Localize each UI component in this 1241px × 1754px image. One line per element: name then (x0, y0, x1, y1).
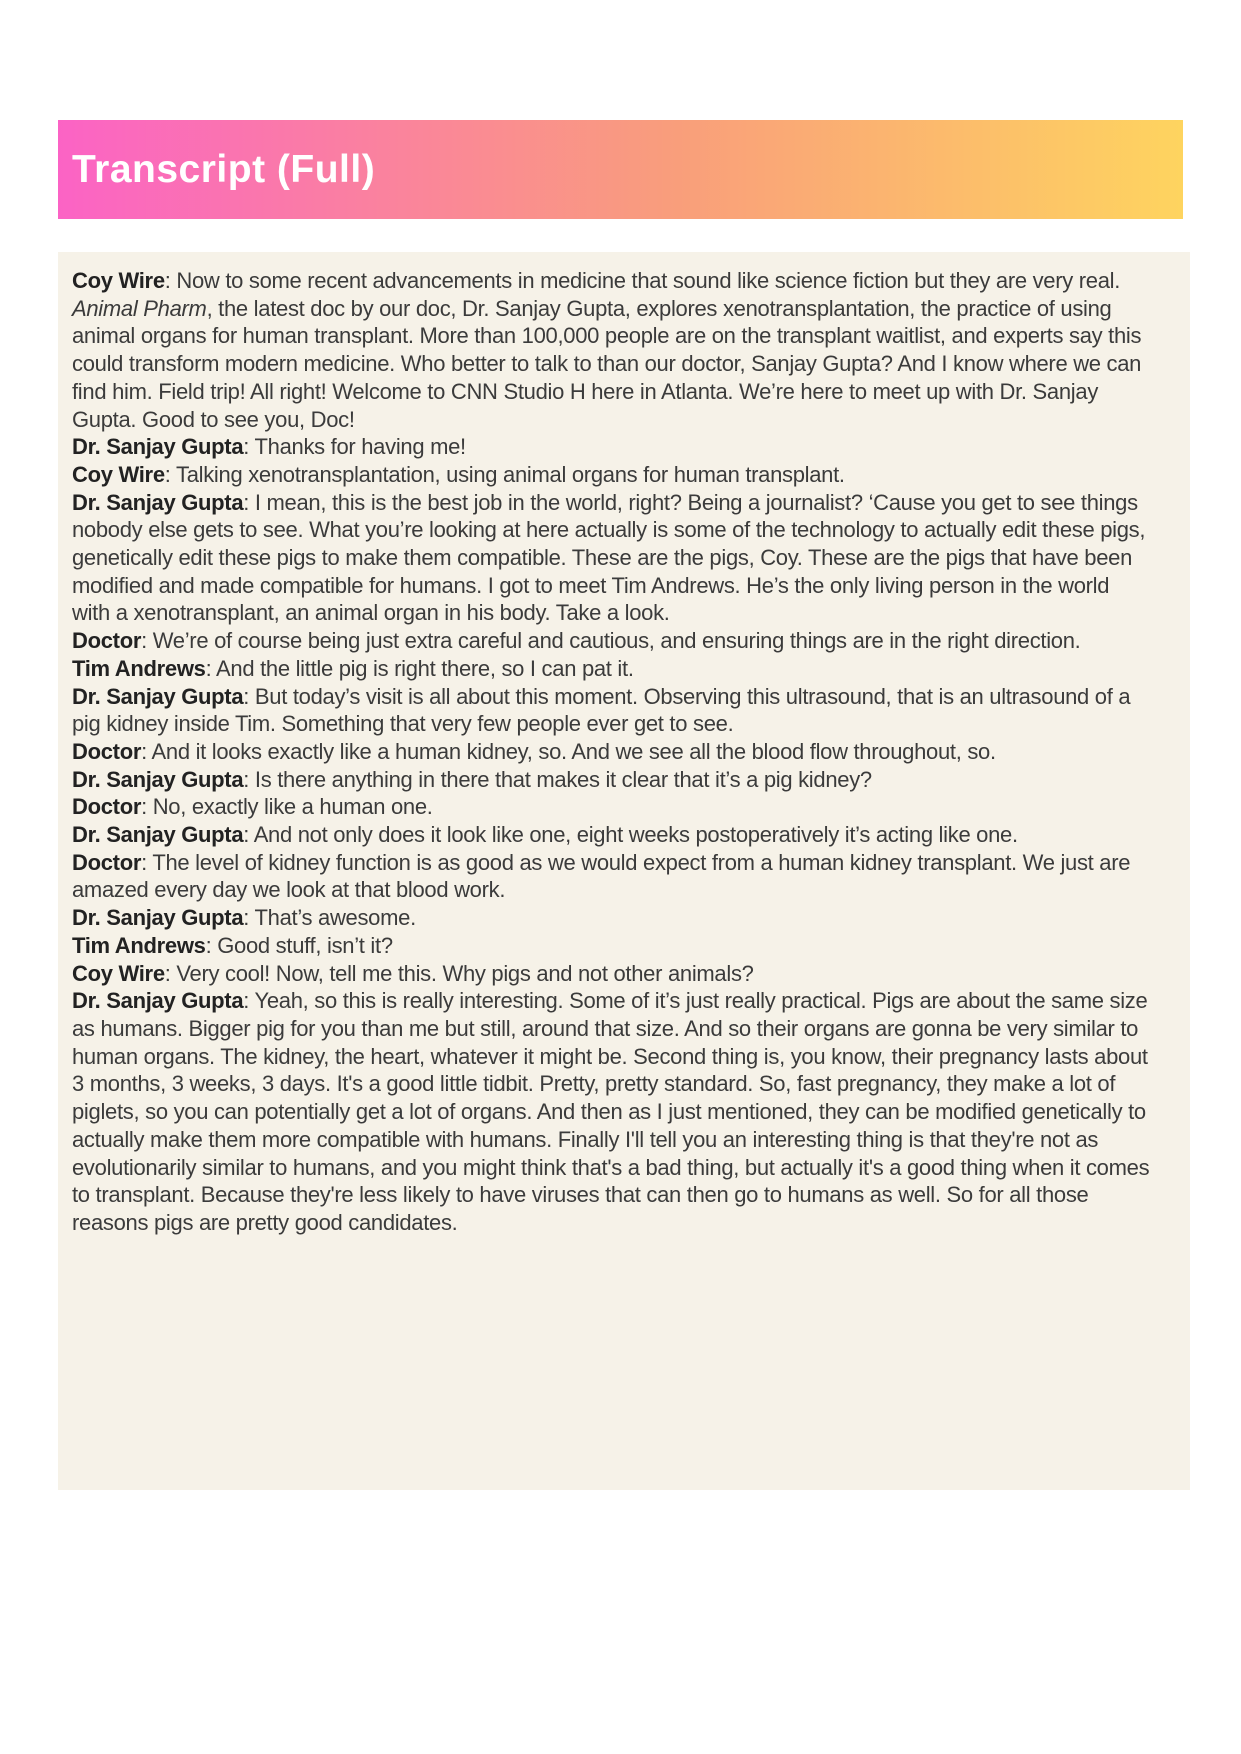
speaker-name: Tim Andrews (72, 932, 206, 958)
speaker-name: Dr. Sanjay Gupta (72, 988, 244, 1014)
italic-title-text: Animal Pharm (72, 295, 207, 321)
transcript-turn: Coy Wire: Very cool! Now, tell me this. Why pigs and not other animals? (72, 960, 754, 986)
transcript-turn: Doctor: We’re of course being just extra careful and cautious, and ensuring things are in the right direction. (72, 628, 1081, 654)
transcript-turn: Doctor: And it looks exactly like a human kidney, so. And we see all the blood flow throughout, so. (72, 738, 996, 764)
transcript-turn: Tim Andrews: And the little pig is right there, so I can pat it. (72, 655, 634, 681)
transcript-turn: Dr. Sanjay Gupta: Yeah, so this is really interesting. Some of it’s just really practical. Pigs are about the same size as humans. Bigger pig for you than me but still, around that size. And so their organs are gonna be very similar to human organs. The kidney, the heart, whatever it might be. Second thing is, you know, their pregnancy lasts about 3 months, 3 weeks, 3 days. It's a good little tidbit. Pretty, pretty standard. So, fast pregnancy, they make a lot of piglets, so you can potentially get a lot of organs. And then as I just mentioned, they can be modified genetically to actually make them more compatible with humans. Finally I'll tell you an interesting thing is that they're not as evolutionarily similar to humans, and you might think that's a bad thing, but actually it's a good thing when it comes to transplant. Because they're less likely to have viruses that can then go to humans as well. So for all those reasons pigs are pretty good candidates. (72, 988, 1150, 1235)
transcript-turn: Dr. Sanjay Gupta: And not only does it look like one, eight weeks postoperatively it’s acting like one. (72, 822, 1018, 848)
transcript-turn: Dr. Sanjay Gupta: Thanks for having me! (72, 434, 466, 460)
speaker-name: Coy Wire (72, 960, 165, 986)
transcript-turn: Doctor: The level of kidney function is as good as we would expect from a human kidney transplant. We just are amazed every day we look at that blood work. (72, 849, 1131, 903)
transcript-turn: Dr. Sanjay Gupta: Is there anything in there that makes it clear that it’s a pig kidney? (72, 766, 872, 792)
speaker-name: Coy Wire (72, 461, 165, 487)
transcript-turn: Dr. Sanjay Gupta: I mean, this is the best job in the world, right? Being a journalist? ‘Cause you get to see things nobody else gets to see. What you’re looking at here actually is some of the technology to actually edit these pigs, genetically edit these pigs to make them compatible. These are the pigs, Coy. These are the pigs that have been modified and made compatible for humans. I got to meet Tim Andrews. He’s the only living person in the world with a xenotransplant, an animal organ in his body. Take a look. (72, 489, 1146, 626)
speaker-name: Doctor (72, 794, 142, 820)
transcript-turn: Doctor: No, exactly like a human one. (72, 794, 433, 820)
speaker-name: Dr. Sanjay Gupta (72, 766, 244, 792)
speaker-name: Dr. Sanjay Gupta (72, 822, 244, 848)
transcript-body (58, 252, 1190, 1490)
transcript-turn: Coy Wire: Talking xenotransplantation, using animal organs for human transplant. (72, 461, 845, 487)
transcript-turn: Dr. Sanjay Gupta: That’s awesome. (72, 905, 416, 931)
speaker-name: Dr. Sanjay Gupta (72, 434, 244, 460)
speaker-name: Tim Andrews (72, 655, 206, 681)
speaker-name: Coy Wire (72, 268, 165, 293)
speaker-name: Dr. Sanjay Gupta (72, 489, 244, 515)
speaker-name: Dr. Sanjay Gupta (72, 905, 244, 931)
transcript-turn: Coy Wire: Now to some recent advancements in medicine that sound like science fiction but they are very real. Animal Pharm, the latest doc by our doc, Dr. Sanjay Gupta, explores xenotransplantation, the practice of using animal organs for human transplant. More than 100,000 people are on the transplant waitlist, and experts say this could transform modern medicine. Who better to talk to than our doctor, Sanjay Gupta? And I know where we can find him. Field trip! All right! Welcome to CNN Studio H here in Atlanta. We’re here to meet up with Dr. Sanjay Gupta. Good to see you, Doc! (72, 268, 1142, 432)
transcript-turn: Dr. Sanjay Gupta: But today’s visit is all about this moment. Observing this ultrasound, that is an ultrasound of a pig kidney inside Tim. Something that very few people ever get to see. (72, 683, 1131, 737)
speaker-name: Doctor (72, 849, 142, 875)
transcript-turn: Tim Andrews: Good stuff, isn’t it? (72, 932, 393, 958)
page-title: Transcript (Full) (72, 147, 376, 191)
speaker-name: Doctor (72, 738, 142, 764)
speaker-name: Doctor (72, 628, 142, 654)
transcript-header-banner (58, 120, 1183, 219)
speaker-name: Dr. Sanjay Gupta (72, 683, 244, 709)
